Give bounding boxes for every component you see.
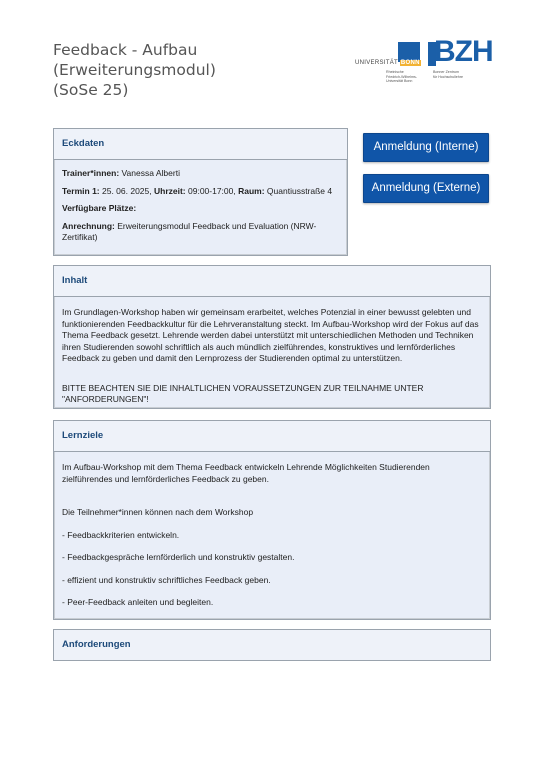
anrechnung-value: Erweiterungsmodul Feedback und Evaluation (NRW-Zertifikat) bbox=[62, 220, 317, 242]
eckdaten-heading: Eckdaten bbox=[54, 129, 347, 160]
bzh-logo-wordmark: BZH bbox=[434, 35, 493, 68]
plaetze-label: Verfügbare Plätze: bbox=[62, 203, 137, 213]
bonn-sub-1: Rheinische bbox=[386, 70, 404, 74]
anforderungen-panel[interactable] bbox=[53, 629, 491, 661]
page-title-line-1: Feedback - Aufbau (Erweiterungsmodul) bbox=[53, 41, 216, 79]
lernziele-item: - Peer-Feedback anleiten und begleiten. bbox=[62, 597, 214, 607]
trainer-label: Trainer*innen: bbox=[62, 168, 120, 178]
uhrzeit-label: Uhrzeit: bbox=[151, 185, 186, 196]
anforderungen-heading: Anforderungen bbox=[54, 630, 490, 660]
anmeldung-interne-button[interactable]: Anmeldung (Interne) bbox=[363, 133, 489, 162]
uhrzeit-value: 09:00-17:00, bbox=[185, 185, 236, 196]
lernziele-item: - Feedbackkriterien entwickeln. bbox=[62, 529, 180, 540]
termin-line bbox=[62, 186, 339, 198]
university-bzh-logo bbox=[355, 35, 495, 92]
eckdaten-panel bbox=[53, 128, 348, 256]
bzh-logo-subtext bbox=[433, 70, 463, 79]
bonn-sub-3: Universität Bonn bbox=[386, 79, 413, 84]
lernziele-lead: Die Teilnehmer*innen können nach dem Workshop bbox=[62, 507, 254, 517]
termin-label: Termin 1: bbox=[62, 185, 100, 196]
anrechnung-label: Anrechnung: bbox=[62, 220, 115, 231]
raum-label: Raum: bbox=[235, 185, 265, 196]
bonn-prefix: UNIVERSITÄT bbox=[355, 60, 398, 66]
inhalt-panel bbox=[53, 265, 491, 409]
bzh-sub-2: für Hochschullehre bbox=[433, 74, 463, 79]
page-title-line-2: (SoSe 25) bbox=[53, 81, 129, 99]
lernziele-intro: Im Aufbau-Workshop mit dem Thema Feedback entwickeln Lehrende Möglichkeiten Studierenden zielführendes und lernförderliches Feedback zu geben. bbox=[62, 462, 430, 484]
plaetze-line bbox=[62, 203, 339, 215]
bonn-word: BONN bbox=[400, 60, 420, 66]
anmeldung-externe-button[interactable]: Anmeldung (Externe) bbox=[363, 174, 489, 203]
termin-date: 25. 06. 2025, bbox=[99, 185, 152, 196]
lernziele-heading: Lernziele bbox=[54, 421, 490, 452]
inhalt-text: Im Grundlagen-Workshop haben wir gemeinsam erarbeitet, welches Potenzial in einer bewusst gelebten und funktionierenden Feedbackkultur für die Lehrveranstaltung steckt. Im Aufbau-Workshop wird der Fokus auf das Thema Feedback gesetzt. Lehrende werden dabei unterstützt mit unterschiedlichen Methoden und Techniken ihren Studierenden sowohl schriftlich als auch mündlich zielführendes, konstruktives und lernförderliches Feedback zu geben und damit den Lernprozess der Studierenden optimal zu unterstützen. bbox=[62, 307, 479, 363]
raum-value: Quantiusstraße 4 bbox=[264, 185, 333, 196]
inhalt-notice: BITTE BEACHTEN SIE DIE INHALTLICHEN VORAUSSETZUNGEN ZUR TEILNAHME UNTER "ANFORDERUNGEN"! bbox=[62, 382, 424, 404]
anrechnung-line bbox=[62, 221, 339, 244]
inhalt-heading: Inhalt bbox=[54, 266, 490, 297]
page-title bbox=[53, 40, 353, 100]
bonn-logo-wordmark bbox=[355, 60, 421, 66]
bonn-logo-subtext bbox=[386, 70, 417, 84]
lernziele-panel bbox=[53, 420, 491, 620]
trainer-line bbox=[62, 168, 339, 180]
bonn-sub-2: Friedrich-Wilhelms- bbox=[386, 74, 417, 79]
trainer-value: Vanessa Alberti bbox=[119, 168, 180, 178]
lernziele-item: - effizient und konstruktiv schriftliches Feedback geben. bbox=[62, 574, 271, 585]
bonn-logo-square bbox=[398, 42, 420, 62]
lernziele-item: - Feedbackgespräche lernförderlich und konstruktiv gestalten. bbox=[62, 552, 295, 562]
bzh-sub-1: Bonner Zentrum bbox=[433, 70, 459, 74]
